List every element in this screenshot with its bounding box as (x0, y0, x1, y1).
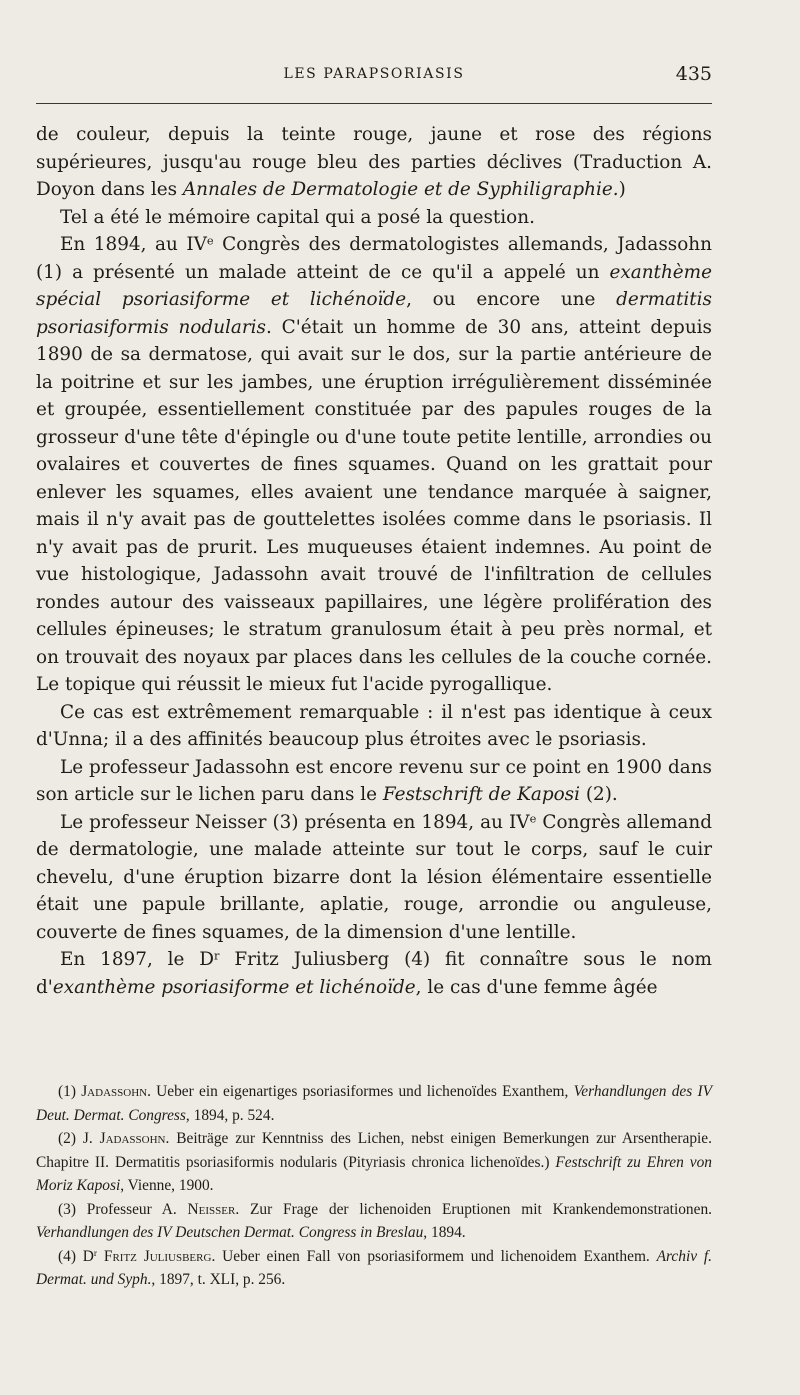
paragraph: Ce cas est extrêmement remarquable : il n'est pas identique à ceux d'Unna; il a des affinités beaucoup plus étroites avec le psoriasis. (36, 701, 712, 750)
paragraph: de couleur, depuis la teinte rouge, jaune et rose des régions supérieures, jusqu'au rouge bleu des parties déclives (Traduction A. Doyon dans les Annales de Dermatologie et de Syphiligraphie.) (36, 124, 712, 200)
page-number: 435 (675, 63, 712, 85)
header-rule (36, 103, 712, 104)
paragraph: Le professeur Neisser (3) présenta en 1894, au IVe Congrès allemand de dermatologie, une malade atteinte sur tout le corps, sauf le cuir chevelu, d'une éruption bizarre dont la lésion élémentaire essentielle était une papule brillante, aplatie, rouge, arrondie ou anguleuse, couverte de fines squames, de la dimension d'une lentille. (36, 810, 712, 943)
footnotes (36, 1080, 712, 1292)
footnote: (4) $D^r$ Fritz Juliusberg. Ueber einen Fall von psoriasiformem und lichenoidem Exanthem. Archiv f. Dermat. und Syph., 1897, t. XLI, p. 256. (36, 1247, 712, 1288)
running-title: LES PARAPSORIASIS (283, 66, 465, 82)
paragraph: Le professeur Jadassohn est encore revenu sur ce point en 1900 dans son article sur le lichen paru dans le Festschrift de Kaposi (2). (36, 756, 712, 805)
page-header (36, 63, 712, 88)
footnote: (3) Professeur A. Neisser. Zur Frage der lichenoiden Eruptionen mit Krankendemonstrationen. Verhandlungen des IV Deutschen Dermat. Congress in Breslau, 1894. (36, 1200, 712, 1241)
footnote: (2) J. Jadassohn. Beiträge zur Kenntniss des Lichen, nebst einigen Bemerkungen zur Arsentherapie. Chapitre II. Dermatitis psoriasiformis nodularis (Pityriasis chronica lichenoïdes.) Festschrift zu Ehren von Moriz Kaposi, Vienne, 1900. (36, 1130, 712, 1194)
footnote: (1) Jadassohn. Ueber ein eigenartiges psoriasiformes und lichenoïdes Exanthem, Verhandlungen des IV Deut. Dermat. Congress, 1894, p. 524. (36, 1083, 712, 1124)
paragraph: Tel a été le mémoire capital qui a posé la question. (60, 206, 535, 228)
body-text (36, 121, 712, 1001)
paragraph: En 1894, au IVe Congrès des dermatologistes allemands, Jadassohn (1) a présenté un malade atteint de ce qu'il a appelé un exanthème spécial psoriasiforme et lichénoïde, ou encore une dermatitis psoriasiformis nodularis. C'était un homme de 30 ans, atteint depuis 1890 de sa dermatose, qui avait sur le dos, sur la partie antérieure de la poitrine et sur les jambes, une éruption irrégulièrement disséminée et groupée, essentiellement constituée par des papules rouges de la grosseur d'une tête d'épingle ou d'une toute petite lentille, arrondies ou ovalaires et couvertes de fines squames. Quand on les grattait pour enlever les squames, elles avaient une tendance marquée à saigner, mais il n'y avait pas de gouttelettes isolées comme dans le psoriasis. Il n'y avait pas de prurit. Les muqueuses étaient indemnes. Au point de vue histologique, Jadassohn avait trouvé de l'infiltration de cellules rondes autour des vaisseaux papillaires, une légère prolifération des cellules épineuses; le stratum granulosum était à peu près normal, et on trouvait des noyaux par places dans les cellules de la couche cornée. Le topique qui réussit le mieux fut l'acide pyrogallique. (36, 233, 712, 695)
paragraph: En 1897, le $D^r$ Fritz Juliusberg (4) fit connaître sous le nom d'exanthème psoriasiforme et lichénoïde, le cas d'une femme âgée (36, 948, 712, 998)
